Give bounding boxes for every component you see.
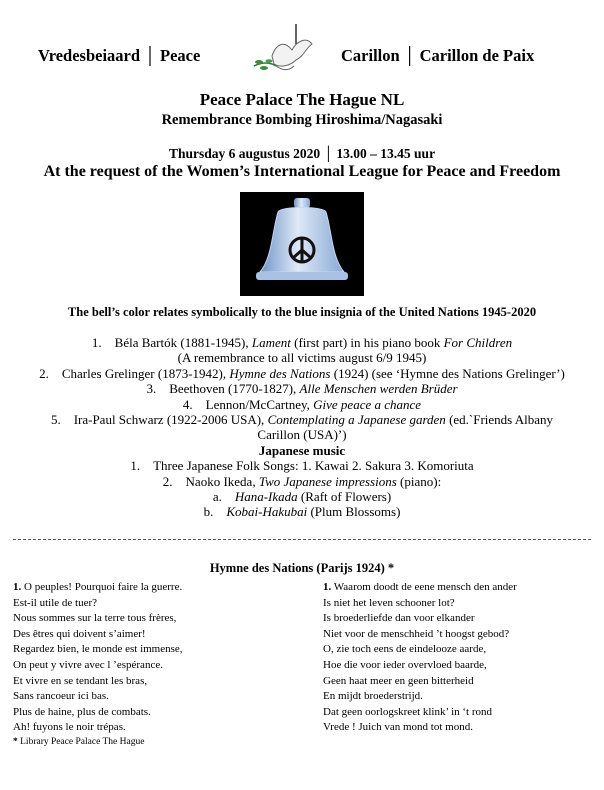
date-line: Thursday 6 augustus 2020 │ 13.00 – 13.45 uur bbox=[168, 146, 436, 161]
verse-line: Des êtres qui doivent s’aimer! bbox=[13, 627, 146, 640]
verse-line: Sans rancoeur ici bas. bbox=[13, 690, 109, 703]
verse-line: Et vivre en se tendant les bras, bbox=[13, 674, 148, 687]
verse-line: O, zie toch eens de eindelooze aarde, bbox=[323, 643, 487, 656]
verse-line: Plus de haine, plus de combats. bbox=[13, 705, 151, 718]
footnote: * Library Peace Palace The Hague bbox=[13, 737, 145, 747]
verse-line: Est-il utile de tuer? bbox=[13, 596, 97, 609]
japanese-item-2: 2. Naoko Ikeda, Two Japanese impressions (piano): bbox=[162, 473, 442, 489]
program-list bbox=[0, 335, 604, 525]
program-item-3: 3. Beethoven (1770-1827), Alle Menschen werden Brüder bbox=[146, 381, 458, 397]
french-verse bbox=[13, 580, 293, 736]
dashed-divider bbox=[13, 539, 591, 540]
verse-line: 1. Waarom doodt de eene mensch den ander bbox=[323, 581, 517, 593]
program-item-2: 2. Charles Grelinger (1873-1942), Hymne des Nations (1924) (see ‘Hymne des Nations Grelinger’) bbox=[39, 365, 565, 381]
header-left: Vredesbeiaard │ Peace bbox=[38, 46, 201, 65]
peace-bell-image bbox=[240, 192, 364, 296]
verse-line: Is broederliefde dan voor elkander bbox=[323, 612, 475, 625]
program-item-1-note: (A remembrance to all victims august 6/9 1945) bbox=[177, 350, 427, 366]
request-line: At the request of the Women’s International League for Peace and Freedom bbox=[43, 163, 561, 180]
japanese-item-1: 1. Three Japanese Folk Songs: 1. Kawai 2. Sakura 3. Komoriuta bbox=[130, 458, 474, 474]
verse-line: 1. O peuples! Pourquoi faire la guerre. bbox=[13, 581, 183, 593]
bell-caption: The bell’s color relates symbolically to the blue insignia of the United Nations 1945-2020 bbox=[67, 305, 537, 319]
verse-line: Dat geen oorlogskreet klink’ in ‘t rond bbox=[323, 705, 493, 718]
page-subtitle: Remembrance Bombing Hiroshima/Nagasaki bbox=[161, 112, 443, 128]
program-item-1: 1. Béla Bartók (1881-1945), Lament (first part) in his piano book For Children bbox=[91, 335, 513, 350]
page-title: Peace Palace The Hague NL bbox=[199, 90, 405, 109]
program-item-5-cont: Carillon (USA)’) bbox=[257, 427, 347, 443]
dutch-verse bbox=[323, 580, 593, 736]
verse-line: Nous sommes sur la terre tous frères, bbox=[13, 612, 177, 625]
verse-line: Is niet het leven schooner lot? bbox=[323, 596, 455, 609]
verse-line: Regardez bien, le monde est immense, bbox=[13, 643, 183, 656]
verse-line: Niet voor de menschheid ’t hoogst gebod? bbox=[323, 627, 510, 640]
header-right: Carillon │ Carillon de Paix bbox=[341, 46, 535, 65]
verse-line: Ah! fuyons le noir trépas. bbox=[13, 721, 126, 734]
verse-line: Hoe die voor ieder overvloed baarde, bbox=[323, 658, 487, 671]
japanese-sub-a: a. Hana-Ikada (Raft of Flowers) bbox=[212, 489, 392, 504]
program-item-4: 4. Lennon/McCartney, Give peace a chance bbox=[182, 396, 422, 412]
japanese-heading: Japanese music bbox=[258, 442, 346, 458]
verse-line: Vrede ! Juich van mond tot mond. bbox=[323, 721, 473, 734]
verse-line: Geen haat meer en geen bitterheid bbox=[323, 674, 474, 687]
peace-dove-icon bbox=[250, 22, 316, 84]
hymn-title: Hymne des Nations (Parijs 1924) * bbox=[209, 561, 395, 575]
japanese-sub-b: b. Kobai-Hakubai (Plum Blossoms) bbox=[203, 504, 401, 520]
program-item-5: 5. Ira-Paul Schwarz (1922-2006 USA), Contemplating a Japanese garden (ed.`Friends Albany bbox=[50, 412, 554, 427]
verse-line: On peut y vivre avec l ’espérance. bbox=[13, 658, 163, 671]
verse-line: En mijdt broederstrijd. bbox=[323, 690, 423, 703]
